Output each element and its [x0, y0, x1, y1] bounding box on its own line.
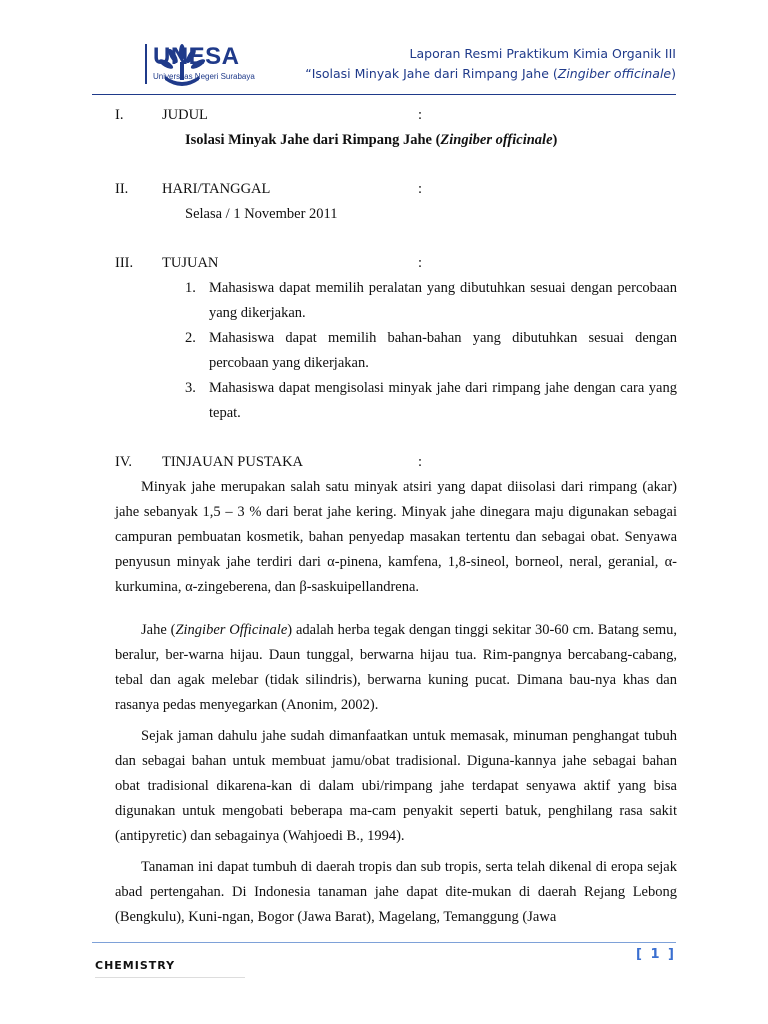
- paragraph: Tanaman ini dapat tumbuh di daerah tropis dan sub tropis, serta telah dikenal di eropa sejak abad pertengahan. Di Indonesia tanaman jahe dapat dite-mukan di daerah Rejang Lebong (Bengkulu), Kuni-ngan, Bogor (Jawa Barat), Magelang, Temanggung (Jawa: [115, 859, 677, 925]
- section-colon: :: [418, 181, 423, 197]
- header-rule: [92, 94, 676, 95]
- footer-underline: [95, 977, 245, 978]
- list-item: 1. Mahasiswa dapat memilih peralatan yang dibutuhkan sesuai dengan percobaan yang dikerjakan.: [185, 280, 677, 321]
- tujuan-list: [115, 276, 677, 426]
- section-title: TINJAUAN PUSTAKA: [162, 454, 304, 470]
- paragraph: Jahe (Zingiber Officinale) adalah herba tegak dengan tinggi sekitar 30-60 cm. Batang semu, beralur, ber-warna hijau. Daun tunggal, berwarna hijau tua. Rim-pangnya bercabang-cabang, tebal dan agak melebar (tidak silindris), berwarna kuning pucat. Dimana bau-nya khas dan rasanya pedas menyegarkan (Anonim, 2002).: [115, 622, 678, 713]
- footer-rule: [92, 942, 676, 943]
- judul-content: Isolasi Minyak Jahe dari Rimpang Jahe (Zingiber officinale): [185, 132, 558, 148]
- section-number: I.: [115, 107, 124, 123]
- section-heading-tinjauan-pustaka: [115, 450, 677, 475]
- section-number: III.: [115, 255, 134, 271]
- footer-brand: CHEMISTRY: [95, 959, 176, 972]
- section-number: II.: [115, 181, 129, 197]
- section-heading-judul: [115, 103, 677, 128]
- paragraph: Sejak jaman dahulu jahe sudah dimanfaatkan untuk memasak, minuman penghangat tubuh dan sebagai bahan untuk membuat jamu/obat tradisional. Diguna-kannya jahe sebagai bahan obat tradisional dikarena-kan di dalam ubi/rimpang jahe terdapat senyawa aktif yang bisa digunakan untuk mengobati beberapa ma-cam penyakit seperti batuk, penghilang rasa sakit (antipyretic) dan sebagainya (Wahjoedi B., 1994).: [115, 728, 677, 844]
- logo-subtitle: Universitas Negeri Surabaya: [153, 72, 255, 81]
- report-header: [305, 44, 676, 84]
- section-title: JUDUL: [162, 107, 208, 123]
- report-subtitle: “Isolasi Minyak Jahe dari Rimpang Jahe (Zingiber officinale): [305, 66, 676, 81]
- document-body: [115, 103, 677, 930]
- list-item: 2. Mahasiswa dapat memilih bahan-bahan yang dibutuhkan sesuai dengan percobaan yang dikerjakan.: [185, 330, 677, 371]
- report-title: Laporan Resmi Praktikum Kimia Organik III: [409, 46, 676, 61]
- header-divider: [145, 44, 147, 84]
- section-heading-hari-tanggal: [115, 177, 677, 202]
- section-title: TUJUAN: [162, 255, 219, 271]
- page-number: [ 1 ]: [636, 947, 676, 962]
- paragraph: Minyak jahe merupakan salah satu minyak atsiri yang dapat diisolasi dari rimpang (akar) jahe sebanyak 1,5 – 3 % dari berat jahe kering. Minyak jahe dinegara maju digunakan sebagai campuran pembuatan kosmetik, bahan penyedap masakan tertentu dan sebagai obat. Senyawa penyusun minyak jahe terdiri dari α-pinena, kamfena, 1,8-sineol, borneol, neral, geranial, α-kurkumina, α-zingeberena, dan β-saskuipellandrena.: [115, 479, 677, 595]
- section-title: HARI/TANGGAL: [162, 181, 271, 197]
- section-colon: :: [418, 454, 423, 470]
- list-item: 3. Mahasiswa dapat mengisolasi minyak jahe dari rimpang jahe dengan cara yang tepat.: [185, 380, 677, 421]
- section-colon: :: [418, 107, 423, 123]
- logo-title: UNESA: [153, 43, 240, 70]
- section-heading-tujuan: [115, 251, 677, 276]
- section-number: IV.: [115, 454, 133, 470]
- hari-tanggal-content: Selasa / 1 November 2011: [185, 206, 338, 222]
- section-colon: :: [418, 255, 423, 271]
